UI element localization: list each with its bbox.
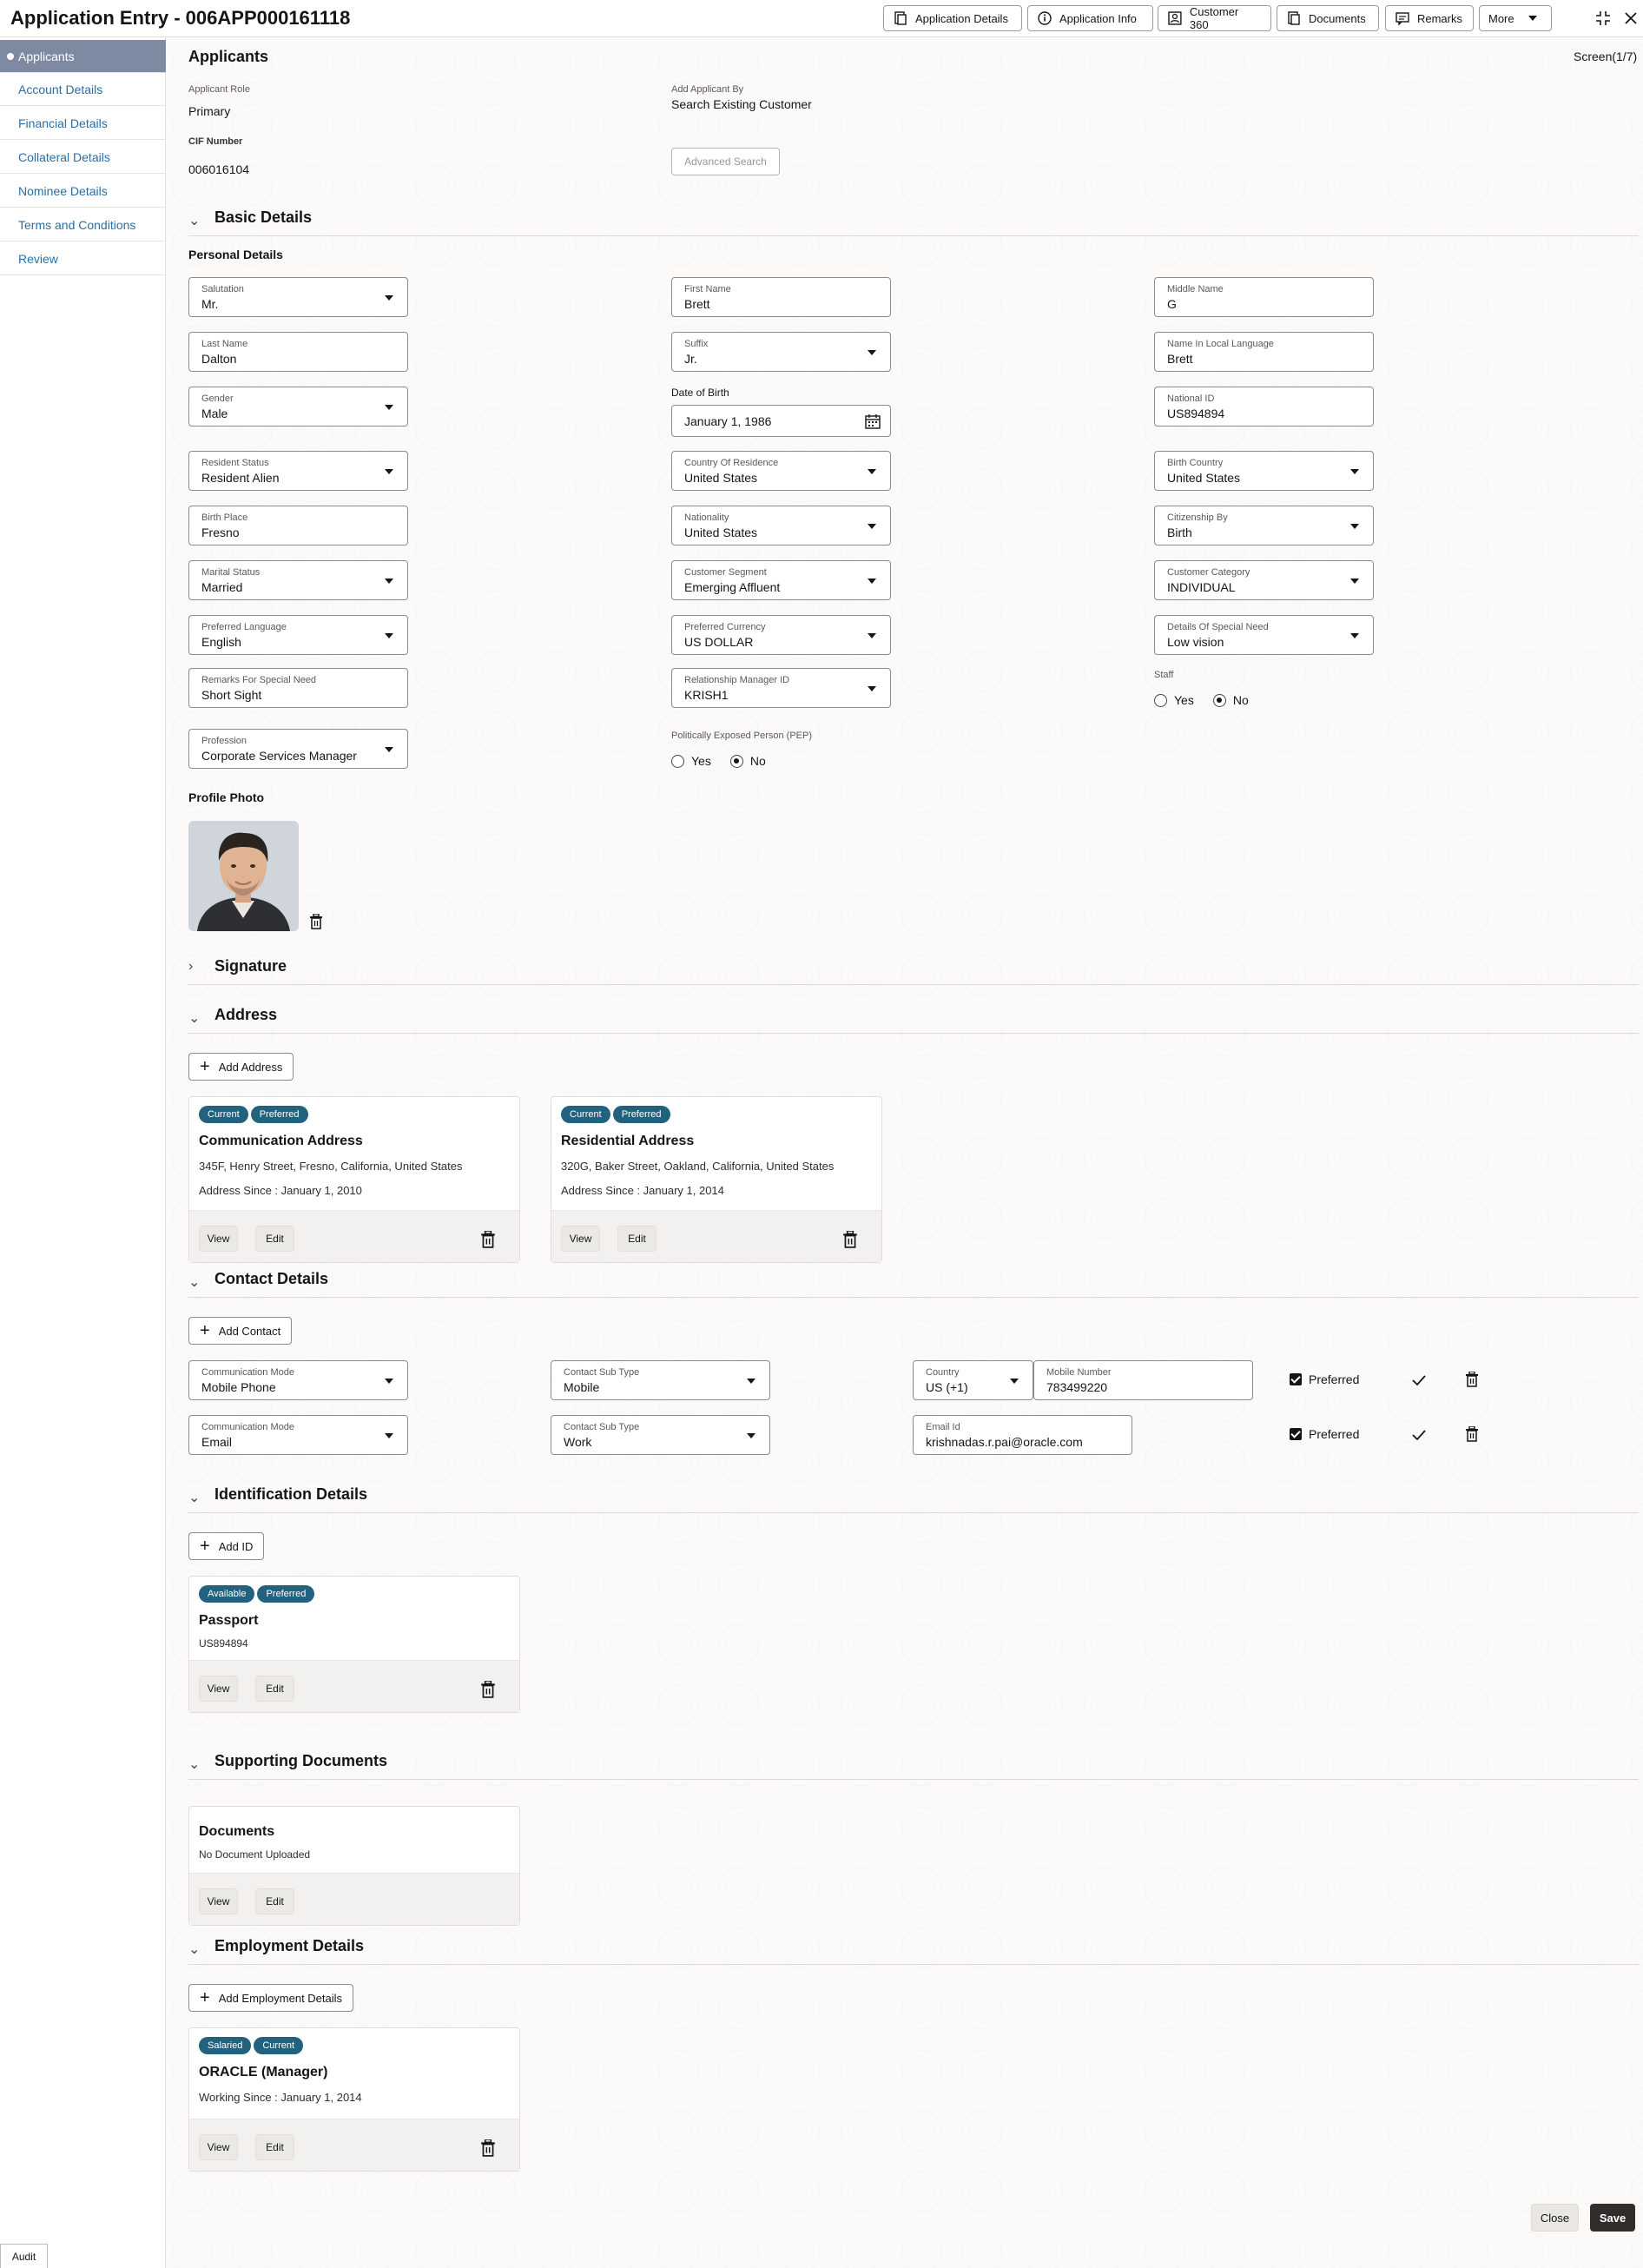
field-value: INDIVIDUAL	[1167, 580, 1236, 594]
field-value: KRISH1	[684, 688, 729, 702]
field-value: G	[1167, 297, 1177, 311]
profile-photo	[188, 821, 299, 931]
close-button[interactable]: Close	[1531, 2204, 1579, 2232]
status-badge: Preferred	[257, 1585, 314, 1603]
field-label: Nationality	[684, 512, 729, 523]
sidebar-item-label: Review	[18, 251, 58, 266]
chevron-right-icon: ›	[188, 959, 194, 974]
personal-details-heading: Personal Details	[188, 248, 283, 261]
trash-icon[interactable]	[480, 1231, 496, 1248]
app-header	[0, 0, 1643, 37]
collapse-icon[interactable]	[1594, 9, 1613, 28]
field-label: Gender	[201, 393, 234, 404]
field-label: Contact Sub Type	[564, 1422, 640, 1432]
add-contact-button[interactable]	[188, 1317, 292, 1345]
preferred-checkbox[interactable]	[1290, 1427, 1359, 1441]
suffix-select[interactable]	[671, 332, 891, 372]
checkbox-checked-icon	[1290, 1428, 1302, 1440]
staff-yes-radio[interactable]	[1154, 693, 1194, 707]
chevron-down-icon: ⌄	[188, 1275, 201, 1290]
field-label: Marital Status	[201, 567, 261, 578]
dropdown-icon	[868, 524, 876, 529]
edit-button[interactable]: Edit	[255, 1888, 294, 1914]
field-label: Middle Name	[1167, 284, 1224, 294]
staff-no-radio[interactable]	[1213, 693, 1249, 707]
view-button[interactable]: View	[561, 1226, 600, 1252]
card-title: ORACLE (Manager)	[199, 2065, 328, 2080]
edit-button[interactable]: Edit	[255, 1226, 294, 1252]
contact-sub-type-select[interactable]	[551, 1415, 770, 1455]
dropdown-icon	[385, 1379, 393, 1384]
preferred-checkbox[interactable]	[1290, 1372, 1359, 1386]
section-title: Supporting Documents	[214, 1752, 387, 1769]
staff-radio-group	[1154, 693, 1249, 707]
application-info-label: Application Info	[1059, 11, 1137, 25]
remarks-icon	[1395, 10, 1410, 26]
add-applicant-by-label: Add Applicant By	[671, 84, 744, 95]
sidebar-item-label: Applicants	[18, 49, 75, 63]
section-title: Contact Details	[214, 1270, 329, 1287]
section-title: Address	[214, 1006, 278, 1023]
field-value: Birth	[1167, 526, 1192, 539]
field-label: Mobile Number	[1046, 1367, 1112, 1378]
field-value: United States	[1167, 471, 1241, 485]
citizenship-by-select[interactable]	[1154, 506, 1374, 546]
field-label: Email Id	[926, 1422, 960, 1432]
cif-number-value: 006016104	[188, 162, 250, 176]
chevron-down-icon: ⌄	[188, 1942, 201, 1957]
field-value: United States	[684, 471, 758, 485]
documents-button[interactable]	[1277, 5, 1379, 31]
more-button[interactable]	[1479, 5, 1552, 31]
dropdown-icon	[385, 295, 393, 301]
profile-photo-heading: Profile Photo	[188, 790, 265, 804]
trash-icon[interactable]	[480, 1681, 496, 1698]
remarks-button[interactable]	[1385, 5, 1474, 31]
documents-icon	[1286, 10, 1302, 26]
field-value: Mobile Phone	[201, 1380, 276, 1394]
dropdown-icon	[1350, 524, 1359, 529]
application-info-button[interactable]	[1027, 5, 1153, 31]
special-need-select[interactable]	[1154, 615, 1374, 655]
contact-sub-type-select[interactable]	[551, 1360, 770, 1400]
pep-radio-group	[671, 754, 766, 768]
status-badge: Available	[199, 1585, 254, 1603]
dropdown-icon	[385, 747, 393, 752]
checkbox-checked-icon	[1290, 1373, 1302, 1385]
field-value: Brett	[1167, 352, 1193, 366]
view-button[interactable]: View	[199, 1226, 238, 1252]
field-value: Work	[564, 1435, 592, 1449]
dropdown-icon	[868, 469, 876, 474]
field-value: Emerging Affluent	[684, 580, 781, 594]
sidebar-item-collateral-details[interactable]	[0, 141, 166, 174]
calendar-icon[interactable]	[864, 413, 881, 430]
plus-icon: +	[200, 1537, 210, 1556]
button-label: Add Address	[218, 1060, 283, 1074]
plus-icon: +	[200, 1321, 210, 1340]
field-value: Resident Alien	[201, 471, 280, 485]
checkbox-label: Preferred	[1309, 1372, 1360, 1386]
dropdown-icon	[868, 686, 876, 691]
sidebar-item-terms-and-conditions[interactable]	[0, 208, 166, 241]
working-since: Working Since : January 1, 2014	[199, 2091, 362, 2104]
documents-status: No Document Uploaded	[199, 1848, 311, 1861]
pep-no-radio[interactable]	[730, 754, 766, 768]
field-label: Customer Category	[1167, 567, 1250, 578]
first-name-field[interactable]	[671, 277, 891, 317]
identification-card-passport	[188, 1576, 520, 1713]
dropdown-icon	[747, 1433, 756, 1438]
card-footer	[189, 1660, 519, 1712]
special-need-remarks-field[interactable]	[188, 668, 408, 708]
field-value: English	[201, 635, 241, 649]
birth-place-field[interactable]	[188, 506, 408, 546]
card-title: Communication Address	[199, 1134, 363, 1148]
field-value: 783499220	[1046, 1380, 1108, 1394]
field-label: Salutation	[201, 284, 244, 294]
sidebar-item-review[interactable]	[0, 242, 166, 275]
field-value: US (+1)	[926, 1380, 968, 1394]
badge-group	[199, 1106, 308, 1123]
add-employment-details-button[interactable]	[188, 1984, 353, 2012]
trash-icon[interactable]	[1465, 1426, 1479, 1442]
chevron-down-icon: ⌄	[188, 1491, 201, 1505]
document-icon	[893, 10, 908, 26]
marital-status-select[interactable]	[188, 560, 408, 600]
radio-label: No	[1232, 693, 1249, 707]
contact-details-section-header[interactable]	[188, 1270, 1639, 1298]
communication-mode-select[interactable]	[188, 1415, 408, 1455]
radio-circle	[671, 755, 684, 768]
field-value: United States	[684, 526, 758, 539]
sidebar-item-label: Nominee Details	[18, 183, 108, 198]
section-title: Basic Details	[214, 208, 313, 226]
trash-icon[interactable]	[842, 1231, 858, 1248]
card-footer	[189, 1210, 519, 1262]
application-details-label: Application Details	[915, 11, 1008, 25]
chevron-down-icon: ⌄	[188, 214, 201, 228]
person-portrait-icon	[188, 821, 299, 931]
edit-button[interactable]: Edit	[255, 1676, 294, 1702]
field-value: Mr.	[201, 297, 219, 311]
communication-mode-select[interactable]	[188, 1360, 408, 1400]
country-of-residence-select[interactable]	[671, 451, 891, 491]
nationality-select[interactable]	[671, 506, 891, 546]
button-label: Add Contact	[218, 1324, 281, 1338]
field-label: Country Of Residence	[684, 458, 779, 468]
field-label: Communication Mode	[201, 1367, 294, 1378]
field-value: Low vision	[1167, 635, 1224, 649]
field-value: Mobile	[564, 1380, 600, 1394]
field-value: Email	[201, 1435, 233, 1449]
checkmark-icon[interactable]	[1411, 1427, 1427, 1443]
active-dot-icon	[7, 53, 14, 60]
customer-360-label: Customer 360	[1189, 5, 1239, 31]
dropdown-icon	[385, 469, 393, 474]
card-footer	[189, 2119, 519, 2171]
field-label: Country	[926, 1367, 960, 1378]
field-label: Relationship Manager ID	[684, 675, 790, 685]
preferred-language-select[interactable]	[188, 615, 408, 655]
status-badge: Current	[561, 1106, 610, 1123]
badge-group	[561, 1106, 670, 1123]
screen-counter: Screen(1/7)	[1574, 50, 1638, 63]
field-value: US DOLLAR	[684, 635, 754, 649]
dropdown-icon	[385, 579, 393, 584]
identification-details-section-header[interactable]	[188, 1485, 1639, 1513]
field-value: Married	[201, 580, 243, 594]
sidebar-item-financial-details[interactable]	[0, 107, 166, 140]
save-button[interactable]: Save	[1590, 2204, 1635, 2232]
documents-label: Documents	[1309, 11, 1366, 25]
badge-group	[199, 1585, 314, 1603]
email-field[interactable]	[913, 1415, 1132, 1455]
address-since: Address Since : January 1, 2010	[199, 1184, 362, 1197]
sidebar-item-applicants[interactable]	[0, 40, 166, 73]
employment-card-oracle	[188, 2027, 520, 2172]
radio-label: Yes	[691, 754, 711, 768]
dropdown-icon	[1010, 1379, 1019, 1384]
add-id-button[interactable]	[188, 1532, 264, 1560]
dropdown-icon	[1350, 469, 1359, 474]
delete-photo-icon[interactable]	[309, 914, 323, 929]
radio-label: Yes	[1174, 693, 1194, 707]
dropdown-icon	[385, 633, 393, 638]
more-label: More	[1488, 11, 1514, 25]
field-label: Birth Place	[201, 512, 248, 523]
address-section-header[interactable]	[188, 1006, 1639, 1034]
field-value: Fresno	[201, 526, 240, 539]
documents-card	[188, 1806, 520, 1926]
country-code-select[interactable]	[913, 1360, 1033, 1400]
card-footer	[551, 1210, 881, 1262]
status-badge: Current	[199, 1106, 248, 1123]
employment-details-section-header[interactable]	[188, 1937, 1639, 1965]
pep-yes-radio[interactable]	[671, 754, 711, 768]
customer-360-button[interactable]	[1158, 5, 1271, 31]
field-label: Resident Status	[201, 458, 269, 468]
dropdown-icon	[868, 350, 876, 355]
field-label: Contact Sub Type	[564, 1367, 640, 1378]
field-label: Communication Mode	[201, 1422, 294, 1432]
field-label: Suffix	[684, 339, 709, 349]
status-badge: Preferred	[613, 1106, 670, 1123]
birth-country-select[interactable]	[1154, 451, 1374, 491]
customer-segment-select[interactable]	[671, 560, 891, 600]
section-title: Identification Details	[214, 1485, 368, 1503]
field-label: Last Name	[201, 339, 248, 349]
sidebar-item-label: Account Details	[18, 82, 103, 96]
radio-circle	[1154, 694, 1167, 707]
button-label: Add ID	[218, 1539, 254, 1553]
pep-label: Politically Exposed Person (PEP)	[671, 731, 813, 741]
view-button[interactable]: View	[199, 2134, 238, 2160]
customer-icon	[1167, 10, 1183, 26]
field-label: Birth Country	[1167, 458, 1224, 468]
local-language-name-field[interactable]	[1154, 332, 1374, 372]
field-label: Customer Segment	[684, 567, 767, 578]
field-label: First Name	[684, 284, 731, 294]
address-since: Address Since : January 1, 2014	[561, 1184, 724, 1197]
supporting-documents-section-header[interactable]	[188, 1752, 1639, 1780]
applicant-role-value: Primary	[188, 104, 231, 118]
field-value: Brett	[684, 297, 710, 311]
sidebar-item-label: Financial Details	[18, 116, 108, 130]
radio-circle-selected	[730, 755, 743, 768]
customer-category-select[interactable]	[1154, 560, 1374, 600]
last-name-field[interactable]	[188, 332, 408, 372]
section-title: Signature	[214, 957, 287, 975]
preferred-currency-select[interactable]	[671, 615, 891, 655]
dropdown-icon	[868, 633, 876, 638]
field-label: Profession	[201, 736, 247, 746]
plus-icon: +	[200, 1988, 210, 2007]
applicant-role-label: Applicant Role	[188, 84, 250, 95]
trash-icon[interactable]	[480, 2139, 496, 2157]
gender-select[interactable]	[188, 387, 408, 426]
chevron-down-icon: ⌄	[188, 1757, 201, 1772]
field-label: Preferred Language	[201, 622, 287, 632]
radio-label: No	[749, 754, 766, 768]
field-value: January 1, 1986	[684, 414, 772, 428]
status-badge: Salaried	[199, 2037, 251, 2054]
field-label: Remarks For Special Need	[201, 675, 317, 685]
advanced-search-button[interactable]: Advanced Search	[671, 148, 780, 175]
dropdown-icon	[1350, 633, 1359, 638]
field-value: Dalton	[201, 352, 237, 366]
view-button[interactable]: View	[199, 1676, 238, 1702]
applicants-title: Applicants	[188, 48, 269, 65]
address-card-communication	[188, 1096, 520, 1263]
dropdown-icon	[385, 1433, 393, 1438]
sidebar	[0, 37, 166, 2268]
field-value: krishnadas.r.pai@oracle.com	[926, 1435, 1083, 1449]
view-button[interactable]: View	[199, 1888, 238, 1914]
profession-select[interactable]	[188, 729, 408, 769]
page-title: Application Entry - 006APP000161118	[10, 7, 351, 29]
field-label: Name In Local Language	[1167, 339, 1274, 349]
dropdown-icon	[1350, 579, 1359, 584]
sidebar-item-label: Collateral Details	[18, 149, 110, 164]
plus-icon: +	[200, 1057, 210, 1076]
application-details-button[interactable]	[883, 5, 1022, 31]
edit-button[interactable]: Edit	[255, 2134, 294, 2160]
sidebar-item-account-details[interactable]	[0, 73, 166, 106]
dropdown-icon	[747, 1379, 756, 1384]
dob-date-field[interactable]	[671, 405, 891, 437]
chevron-down-icon: ⌄	[188, 1011, 201, 1026]
checkbox-label: Preferred	[1309, 1427, 1360, 1441]
dob-label: Date of Birth	[671, 387, 729, 399]
radio-circle-selected	[1213, 694, 1226, 707]
field-value: US894894	[1167, 407, 1225, 420]
section-title: Employment Details	[214, 1937, 365, 1954]
edit-button[interactable]: Edit	[617, 1226, 657, 1252]
cif-number-label: CIF Number	[188, 136, 243, 147]
field-value: Jr.	[684, 352, 697, 366]
resident-status-select[interactable]	[188, 451, 408, 491]
dropdown-icon	[868, 579, 876, 584]
field-label: National ID	[1167, 393, 1215, 404]
field-label: Citizenship By	[1167, 512, 1228, 523]
field-value: Short Sight	[201, 688, 262, 702]
trash-icon[interactable]	[1465, 1372, 1479, 1387]
status-badge: Current	[254, 2037, 303, 2054]
add-address-button[interactable]	[188, 1053, 294, 1081]
basic-details-section-header[interactable]	[188, 208, 1639, 236]
mobile-number-field[interactable]	[1033, 1360, 1253, 1400]
field-value: Corporate Services Manager	[201, 749, 357, 763]
card-title: Passport	[199, 1613, 259, 1628]
field-value: Male	[201, 407, 228, 420]
info-icon	[1037, 10, 1052, 26]
remarks-label: Remarks	[1416, 11, 1462, 25]
national-id-field[interactable]	[1154, 387, 1374, 426]
address-line: 320G, Baker Street, Oakland, California, United States	[561, 1160, 835, 1173]
middle-name-field[interactable]	[1154, 277, 1374, 317]
audit-button[interactable]: Audit	[0, 2244, 48, 2268]
close-icon[interactable]	[1621, 9, 1640, 28]
salutation-select[interactable]	[188, 277, 408, 317]
address-card-residential	[551, 1096, 882, 1263]
card-footer	[189, 1873, 519, 1925]
sidebar-item-label: Terms and Conditions	[18, 217, 136, 232]
relationship-manager-select[interactable]	[671, 668, 891, 708]
field-label: Details Of Special Need	[1167, 622, 1269, 632]
status-badge: Preferred	[251, 1106, 308, 1123]
staff-label: Staff	[1154, 670, 1174, 680]
sidebar-item-nominee-details[interactable]	[0, 175, 166, 208]
id-number: US894894	[199, 1637, 248, 1650]
signature-section-header[interactable]	[188, 957, 1639, 985]
dropdown-icon	[385, 405, 393, 410]
add-applicant-by-value: Search Existing Customer	[671, 97, 812, 111]
card-title: Documents	[199, 1824, 275, 1839]
address-line: 345F, Henry Street, Fresno, California, United States	[199, 1160, 463, 1173]
caret-down-icon	[1528, 16, 1537, 21]
badge-group	[199, 2037, 303, 2054]
checkmark-icon[interactable]	[1411, 1372, 1427, 1388]
button-label: Add Employment Details	[218, 1991, 343, 2005]
field-label: Preferred Currency	[684, 622, 766, 632]
card-title: Residential Address	[561, 1134, 695, 1148]
